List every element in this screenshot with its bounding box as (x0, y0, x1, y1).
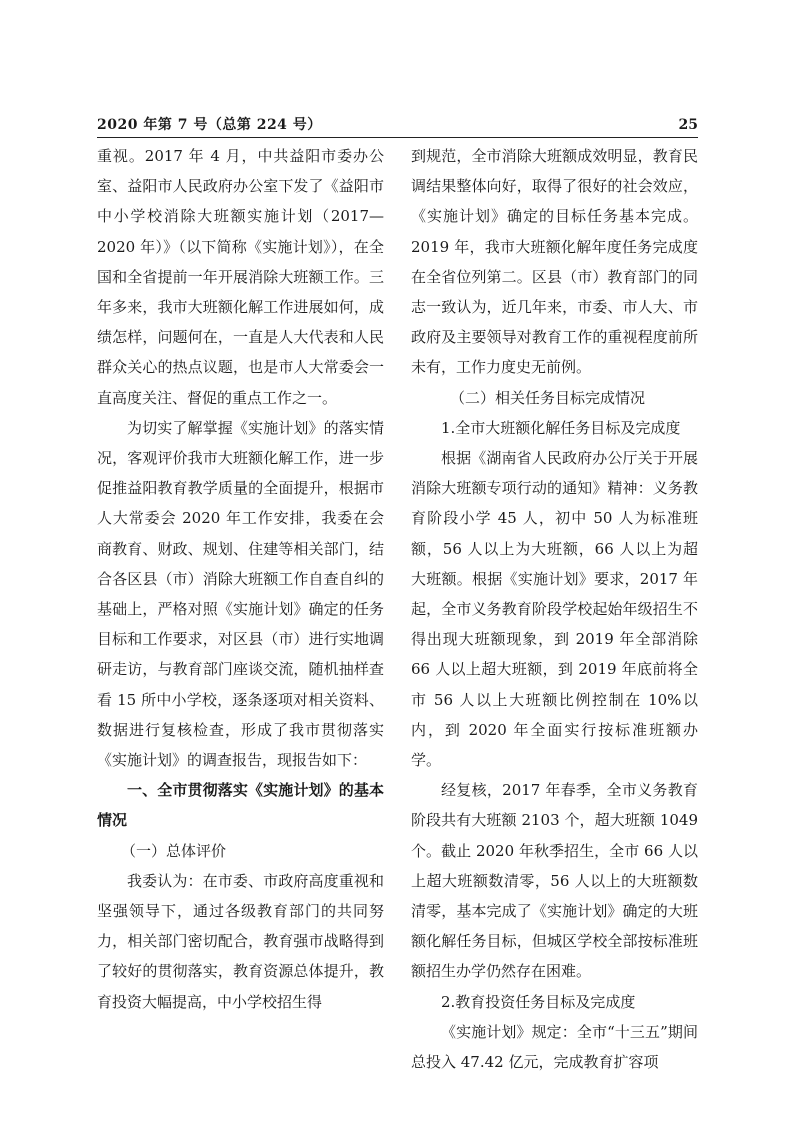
paragraph: 重视。2017 年 4 月，中共益阳市委办公室、益阳市人民政府办公室下发了《益阳市中小学校消除大班额实施计划（2017—2020 年）》（以下简称《实施计划》），在全国和全省提前一年开展消除大班额工作。三年多来，我市大班额化解工作进展如何，成绩怎样，问题何在，一直是人大代表和人民群众关心的热点议题，也是市人大常委会一直高度关注、督促的重点工作之一。 (97, 147, 384, 407)
paragraph: 我委认为：在市委、市政府高度重视和坚强领导下，通过各级教育部门的共同努力，相关部门密切配合，教育强市战略得到了较好的贯彻落实，教育资源总体提升，教育投资大幅提高，中小学校招生得 (97, 871, 384, 1011)
paragraph: 为切实了解掌握《实施计划》的落实情况，客观评价我市大班额化解工作，进一步促推益阳教育教学质量的全面提升，根据市人大常委会 2020 年工作安排，我委在会商教育、财政、规划、住建等相关部门，结合各区县（市）消除大班额工作自查自纠的基础上，严格对照《实施计划》确定的任务目标和工作要求，对区县（市）进行实地调研走访，与教育部门座谈交流，随机抽样查看 15 所中小学校，逐条逐项对相关资料、数据进行复核检查，形成了我市贯彻落实《实施计划》的调查报告，现报告如下： (97, 418, 384, 770)
left-column (97, 141, 384, 1017)
page-header (97, 115, 698, 138)
paragraph: 到规范，全市消除大班额成效明显，教育民调结果整体向好，取得了很好的社会效应，《实施计划》确定的目标任务基本完成。2019 年，我市大班额化解年度任务完成度在全省位列第二。区县（市）教育部门的同志一致认为，近几年来，市委、市人大、市政府及主要领导对教育工作的重视程度前所未有，工作力度史无前例。 (411, 147, 698, 377)
section-heading: 一、全市贯彻落实《实施计划》的基本情况 (97, 781, 384, 830)
subsection-heading: （一）总体评价 (121, 841, 227, 860)
paragraph: 根据《湖南省人民政府办公厅关于开展消除大班额专项行动的通知》精神：义务教育阶段小学 45 人，初中 50 人为标准班额，56 人以上为大班额，66 人以上为超大班额。根据《实施计划》要求，2017 年起，全市义务教育阶段学校起始年级招生不得出现大班额现象，到 2019 年全部消除 66 人以上超大班额，到 2019 年底前将全市 56 人以上大班额比例控制在 10%以内，到 2020 年全面实行按标准班额办学。 (411, 449, 698, 770)
subsection-heading: （二）相关任务目标完成情况 (450, 388, 646, 407)
item-heading: 1.全市大班额化解任务目标及完成度 (441, 418, 681, 437)
paragraph: 经复核，2017 年春季，全市义务教育阶段共有大班额 2103 个，超大班额 1049 个。截止 2020 年秋季招生，全市 66 人以上超大班额数清零，56 人以上的大班额数清零，基本完成了《实施计划》确定的大班额化解任务目标，但城区学校全部按标准班额招生办学仍然存在困难。 (411, 781, 698, 981)
page-number: 25 (678, 117, 698, 133)
paragraph: 《实施计划》规定：全市“十三五”期间总投入 47.42 亿元，完成教育扩容项 (411, 1022, 698, 1072)
right-column (411, 141, 698, 1077)
item-heading: 2.教育投资任务目标及完成度 (441, 992, 636, 1011)
issue-label: 2020 年第 7 号（总第 224 号） (97, 117, 322, 133)
